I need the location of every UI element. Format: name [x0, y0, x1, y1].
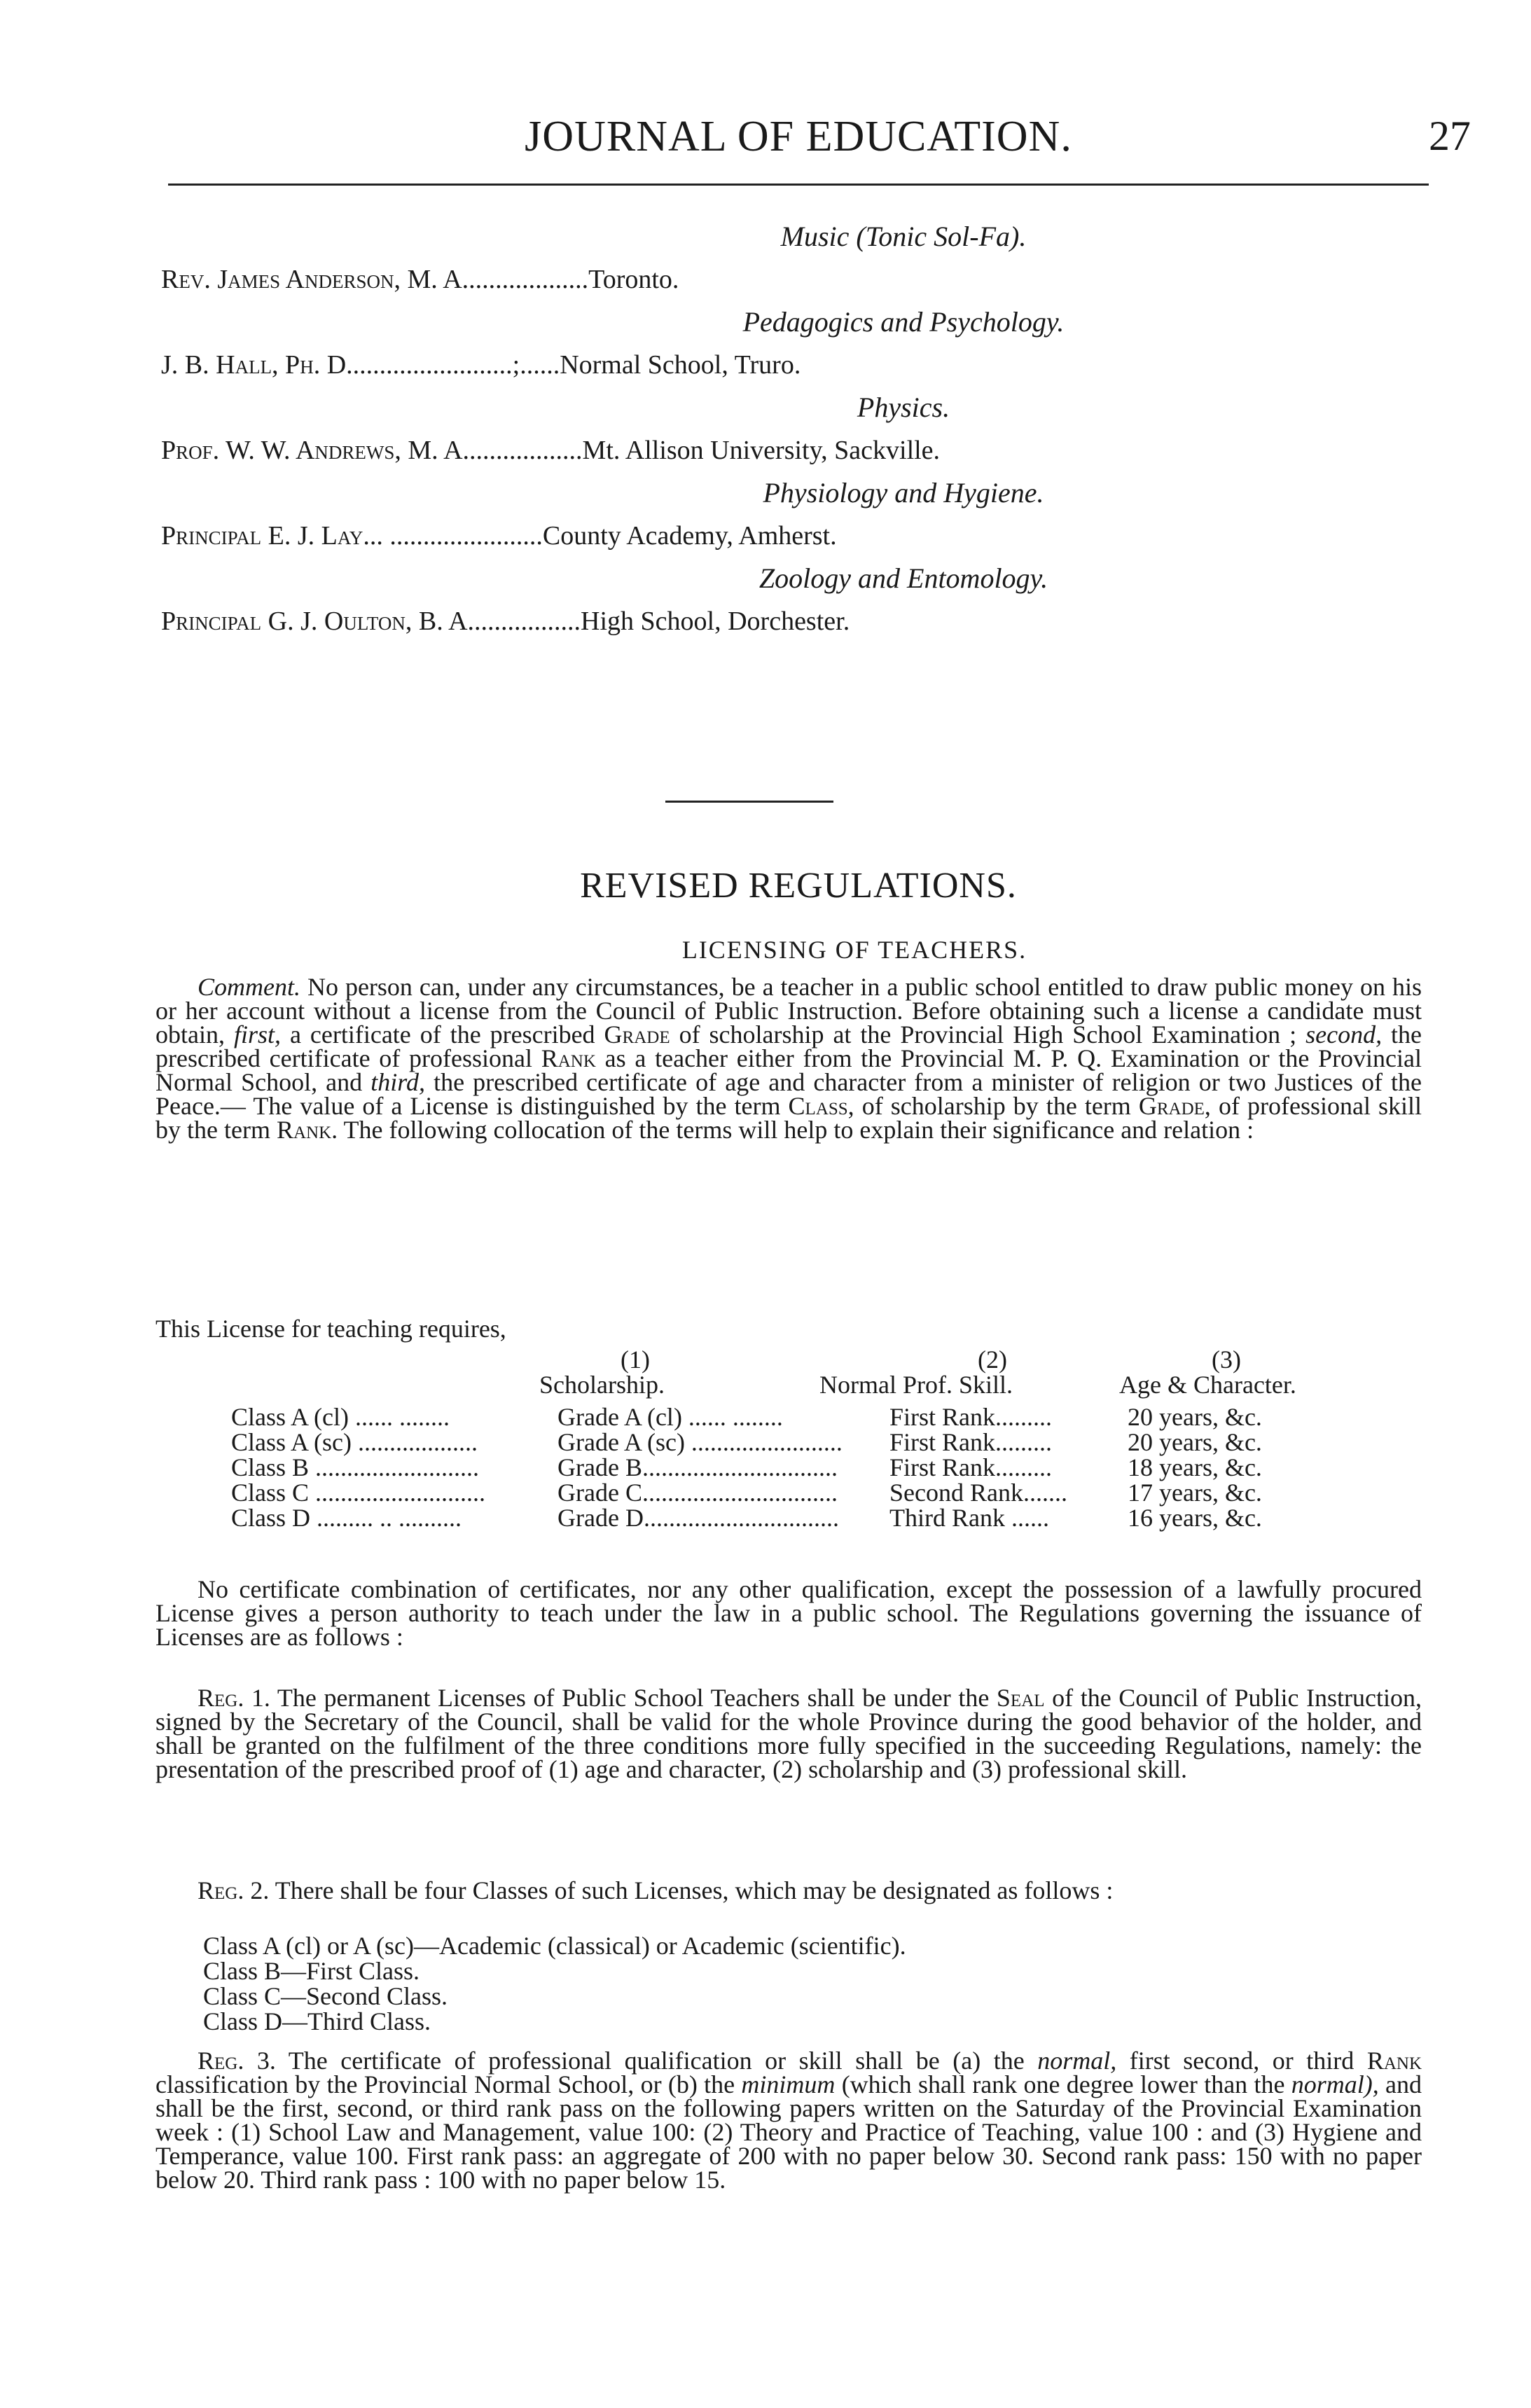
cell-age: 16 years, &c. [1128, 1504, 1262, 1532]
regulation-2 [155, 1878, 1422, 1902]
cell-grade: Grade A (cl) ...... ........ [557, 1403, 783, 1431]
cell-age: 18 years, &c. [1128, 1453, 1262, 1481]
subject-heading: Zoology and Entomology. [758, 562, 1048, 594]
regulation-text: classification by the Provincial Normal School, or (b) the [155, 2070, 735, 2098]
list-item: Class A (cl) or A (sc)—Academic (classical) or Academic (scientific). [203, 1932, 906, 1960]
regulation-text: There shall be four Classes of such Licenses, which may be designated as follows : [275, 1876, 1114, 1904]
cell-grade: Grade D............................... [557, 1504, 839, 1532]
regulation-label: Reg. 1. [198, 1684, 270, 1712]
dot-leader: .................. [462, 436, 583, 465]
term-grade: Grade, [1138, 1092, 1211, 1120]
examiner-entry [161, 513, 1436, 559]
examiner-place: Toronto. [588, 265, 679, 294]
regulation-text: The permanent Licenses of Public School Teachers shall be under the [277, 1684, 990, 1712]
comment-text: of scholarship by the term [861, 1092, 1131, 1120]
regulation-text: The certificate of professional qualification or skill shall be (a) the [288, 2047, 1025, 2075]
licensing-paragraph: No certificate combination of certificates, nor any other qualification, except the possession of a lawfully procured License gives a person authority to teach under the law in a public school. The Regulations governing the issuance of Licenses are as follows : [155, 1575, 1422, 1651]
examiner-place: Mt. Allison University, Sackville. [582, 436, 941, 465]
examiner-entry [161, 256, 1436, 303]
cell-grade: Grade B............................... [557, 1453, 838, 1481]
cell-age: 20 years, &c. [1128, 1403, 1262, 1431]
table-row [231, 1427, 1408, 1456]
examiner-place: High School, Dorchester. [581, 607, 850, 636]
comment-text: of scholarship at the Provincial High School Examination ; [679, 1020, 1297, 1049]
regulation-text: (which shall rank one degree lower than the [841, 2070, 1285, 2098]
regulation-1 [155, 1686, 1422, 1781]
table-lead-in: This License for teaching requires, [155, 1315, 506, 1343]
subject-heading: Physiology and Hygiene. [763, 477, 1044, 508]
term-seal: Seal [996, 1684, 1045, 1712]
regulation-label: Reg. 2. [198, 1876, 270, 1904]
section-subtitle: LICENSING OF TEACHERS. [681, 936, 1027, 964]
examiner-entry [161, 598, 1436, 644]
cell-rank: Third Rank ...... [889, 1504, 1049, 1532]
cell-class: Class A (sc) ................... [231, 1428, 478, 1456]
column-header: Age & Character. [1119, 1371, 1296, 1399]
examiner-list [161, 217, 1436, 644]
dot-leader: .........................;...... [346, 350, 560, 380]
license-class-list [203, 1933, 906, 2034]
table-row [231, 1503, 1408, 1532]
cell-grade: Grade A (sc) ........................ [557, 1428, 843, 1456]
cell-rank: Second Rank....... [889, 1479, 1067, 1507]
term-normal: normal, [1037, 2047, 1117, 2075]
examiner-entry [161, 342, 1436, 388]
regulation-text: of the Council of Public Instruction, signed by the Secretary of the Council, shall be valid for the whole Province during the good behavior of the holder, and shall be granted on the fulfilment of the three conditions more fully specified in the succeeding Regulations, namely: the presentation of the prescribed proof of (1) age and character, (2) scholarship and (3) professional skill. [155, 1684, 1422, 1783]
examiner-entry [161, 427, 1436, 473]
column-number: (2) [978, 1345, 1007, 1373]
cell-class: Class C ........................... [231, 1479, 486, 1507]
regulation-3 [155, 2049, 1422, 2192]
cell-rank: First Rank......... [889, 1403, 1053, 1431]
cell-class: Class B .......................... [231, 1453, 480, 1481]
regulation-text: first second, or third [1129, 2047, 1355, 2075]
term-second: second, [1305, 1020, 1383, 1049]
comment-text: the prescribed certificate of age and character from a minister of religion or two Justices of the Peace.— The value of a License is distinguished by the term [155, 1068, 1422, 1120]
dot-leader: ................... [462, 265, 589, 294]
header-rule [168, 184, 1429, 186]
cell-age: 20 years, &c. [1128, 1428, 1262, 1456]
list-item: Class D—Third Class. [203, 2007, 431, 2035]
examiner-name: Rev. James Anderson, M. A [161, 265, 462, 294]
term-rank: Rank. [276, 1116, 338, 1144]
subject-heading: Pedagogics and Psychology. [742, 306, 1065, 338]
section-title: REVISED REGULATIONS. [580, 866, 1017, 906]
examiner-name: Prof. W. W. Andrews, M. A [161, 436, 463, 465]
term-class: Class, [788, 1092, 854, 1120]
table-row [231, 1402, 1408, 1431]
examiner-place: Normal School, Truro. [560, 350, 801, 380]
cell-rank: First Rank......... [889, 1428, 1053, 1456]
comment-label: Comment. [198, 973, 300, 1001]
comment-text: The following collocation of the terms will help to explain their significance and relation : [343, 1116, 1254, 1144]
column-header: Normal Prof. Skill. [819, 1371, 1013, 1399]
list-item: Class C—Second Class. [203, 1982, 448, 2010]
comment-paragraph [155, 975, 1422, 1142]
comment-text: of professional skill by the term [155, 1092, 1422, 1144]
term-rank: Rank [1366, 2047, 1422, 2075]
cell-class: Class A (cl) ...... ........ [231, 1403, 450, 1431]
comment-text: as a teacher either from the Provincial M. P. Q. Examination or the Provincial Normal School, and [155, 1044, 1422, 1096]
table-row [231, 1453, 1408, 1481]
column-header: Scholarship. [539, 1371, 665, 1399]
section-divider [665, 801, 833, 803]
cell-rank: First Rank......... [889, 1453, 1053, 1481]
examiner-name: J. B. Hall, Ph. D [161, 350, 347, 380]
regulation-text: and shall be the first, second, or third rank pass on the following papers written on the Saturday of the Provincial Examination week : (1) School Law and Management, value 100: (2) Theory and Practice of Teaching, value 100 : and (3) Hygiene and Temperance, value 100. First rank pass: an aggregate of 200 with no paper below 30. Second rank pass: 150 with no paper below 20. Third rank pass : 100 with no paper below 15. [155, 2070, 1422, 2194]
regulation-label: Reg. 3. [198, 2047, 276, 2075]
examiner-place: County Academy, Amherst. [542, 521, 837, 551]
term-grade: Grade [604, 1020, 670, 1049]
term-third: third, [370, 1068, 425, 1096]
term-normal: normal), [1291, 2070, 1379, 2098]
page-number: 27 [1429, 113, 1471, 159]
column-number: (3) [1212, 1345, 1241, 1373]
cell-age: 17 years, &c. [1128, 1479, 1262, 1507]
cell-grade: Grade C............................... [557, 1479, 838, 1507]
comment-text: a certificate of the prescribed [289, 1020, 595, 1049]
cell-class: Class D ......... .. .......... [231, 1504, 462, 1532]
term-first: first, [233, 1020, 281, 1049]
subject-heading: Physics. [857, 392, 950, 423]
comment-text: the prescribed certificate of professional [155, 1020, 1422, 1072]
column-numbers [231, 1345, 1408, 1373]
column-number: (1) [621, 1345, 650, 1373]
term-minimum: minimum [741, 2070, 836, 2098]
comment-text: No person can, under any circumstances, be a teacher in a public school entitled to draw public money on his or her account without a license from the Council of Public Instruction. Before obtaining such a license a candidate must obtain, [155, 973, 1422, 1049]
examiner-name: Principal E. J. Lay [161, 521, 363, 551]
table-row [231, 1478, 1408, 1507]
subject-heading: Music (Tonic Sol-Fa). [780, 221, 1027, 252]
dot-leader: ... ....................... [363, 521, 543, 551]
running-head [168, 112, 1471, 168]
examiner-name: Principal G. J. Oulton, B. A [161, 607, 468, 636]
license-requirements-table [231, 1345, 1408, 1532]
dot-leader: ................. [467, 607, 581, 636]
term-rank: Rank [541, 1044, 596, 1072]
column-headers [231, 1370, 1408, 1402]
journal-title: JOURNAL OF EDUCATION. [525, 113, 1072, 160]
list-item: Class B—First Class. [203, 1957, 420, 1985]
